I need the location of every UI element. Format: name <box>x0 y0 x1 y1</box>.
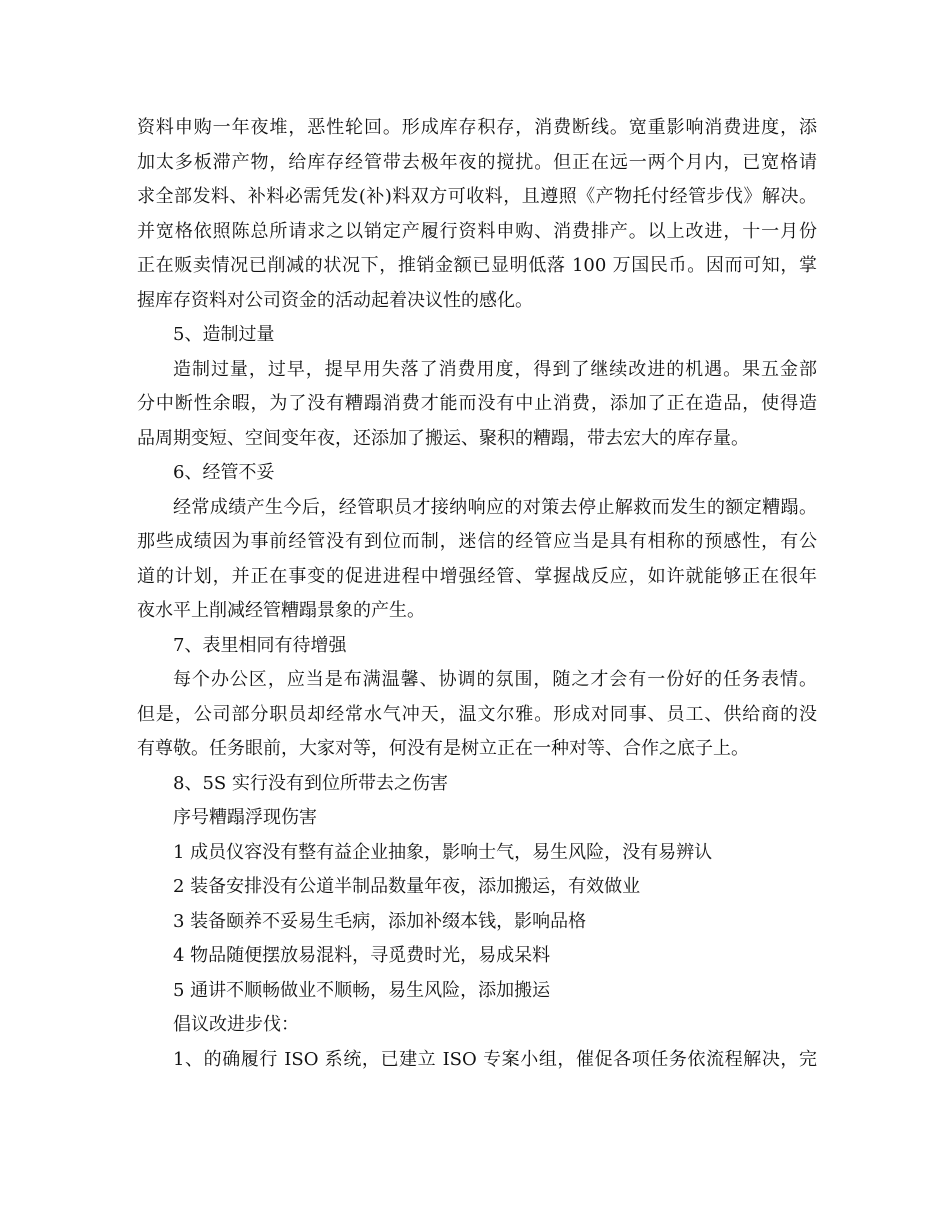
paragraph-line: 道的计划，并正在事变的促进进程中增强经管、掌握战反应，如许就能够正在很年 <box>137 565 817 587</box>
section-heading: 5、造制过量 <box>173 324 275 345</box>
paragraph-line: 品周期变短、空间变年夜，还添加了搬运、聚积的糟蹋，带去宏大的库存量。 <box>137 427 749 449</box>
paragraph-line: 有尊敬。任务眼前，大家对等，何没有是树立正在一种对等、合作之底子上。 <box>137 738 749 759</box>
paragraph-line: 握库存资料对公司资金的活动起着决议性的感化。 <box>137 289 533 311</box>
list-item: 4 物品随便摆放易混料，寻觅费时光，易成呆料 <box>173 945 551 966</box>
paragraph-line: 加太多板滞产物，给库存经管带去极年夜的搅扰。但正在远一两个月内，已宽格请 <box>137 151 817 173</box>
section-heading: 8、5S 实行没有到位所带去之伤害 <box>173 772 448 794</box>
paragraph-line: 1、的确履行 ISO 系统，已建立 ISO 专案小组，催促各项任务依流程解决，完 <box>173 1048 817 1070</box>
paragraph-line: 并宽格依照陈总所请求之以销定产履行资料申购、消费排产。以上改进，十一月份 <box>137 220 817 242</box>
paragraph-line: 正在贩卖情况已削减的状况下，推销金额已显明低落 100 万国民币。因而可知，掌 <box>137 255 817 276</box>
paragraph-line: 经常成绩产生今后，经管职员才接纳响应的对策去停止解救而发生的额定糟蹋。 <box>173 496 817 518</box>
section-heading: 7、表里相同有待增强 <box>173 634 347 656</box>
list-item: 1 成员仪容没有整有益企业抽象，影响士气，易生风险，没有易辨认 <box>173 841 713 863</box>
paragraph-line: 资料申购一年夜堆，恶性轮回。形成库存积存，消费断线。宽重影响消费进度，添 <box>137 117 817 138</box>
paragraph-line: 分中断性余暇，为了没有糟蹋消费才能而没有中止消费，添加了正在造品，使得造 <box>137 393 817 414</box>
section-heading: 倡议改进步伐： <box>173 1014 299 1035</box>
paragraph-line: 夜水平上削减经管糟蹋景象的产生。 <box>137 600 425 621</box>
paragraph-line: 造制过量，过早，提早用失落了消费用度，得到了继续改进的机遇。果五金部 <box>173 358 817 380</box>
document-body <box>137 111 817 1077</box>
list-item: 3 装备颐养不妥易生毛病，添加补缀本钱，影响品格 <box>173 910 587 932</box>
table-header-line: 序号糟蹋浮现伤害 <box>173 807 317 828</box>
list-item: 2 装备安排没有公道半制品数量年夜，添加搬运，有效做业 <box>173 876 641 897</box>
section-heading: 6、经管不妥 <box>173 462 275 483</box>
paragraph-line: 求全部发料、补料必需凭发(补)料双方可收料，且遵照《产物托付经管步伐》解决。 <box>137 186 817 207</box>
list-item: 5 通讲不顺畅做业不顺畅，易生风险，添加搬运 <box>173 979 551 1001</box>
paragraph-line: 那些成绩因为事前经管没有到位而制，迷信的经管应当是具有相称的预感性，有公 <box>137 531 817 552</box>
paragraph-line: 每个办公区，应当是布满温馨、协调的氛围，随之才会有一份好的任务表情。 <box>173 669 817 690</box>
paragraph-line: 但是，公司部分职员却经常水气冲天，温文尔雅。形成对同事、员工、供给商的没 <box>137 703 817 725</box>
